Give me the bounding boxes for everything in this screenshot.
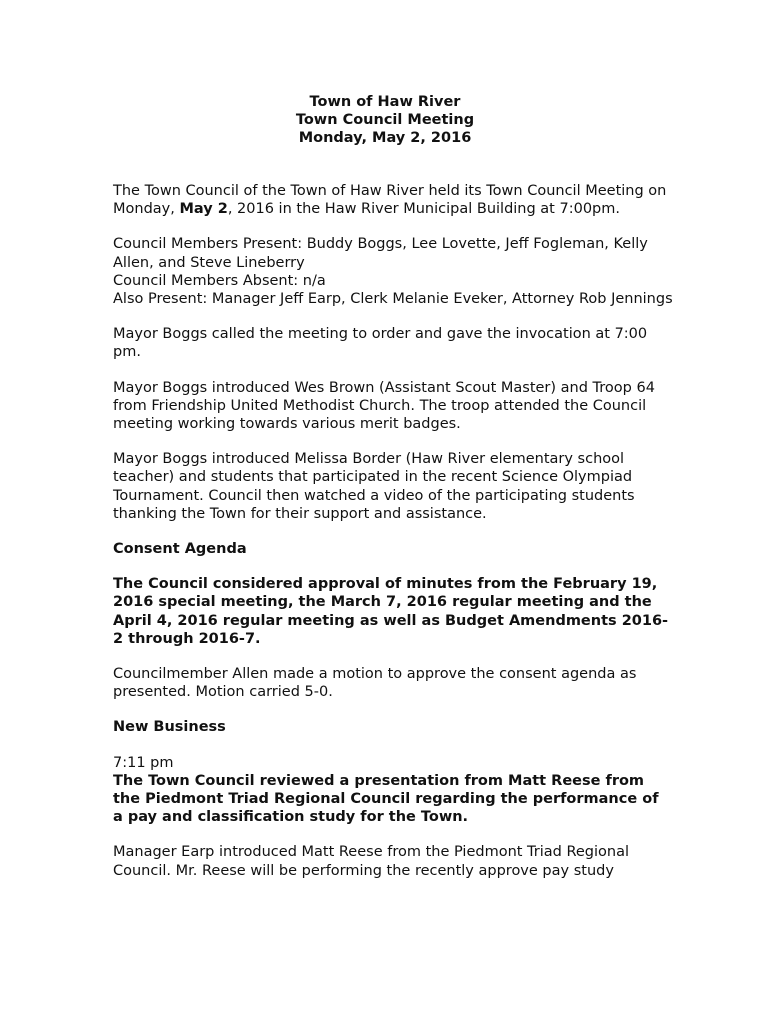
scouts-paragraph: Mayor Boggs introduced Wes Brown (Assistant Scout Master) and Troop 64 from Friendship United Methodist Church. The troop attended the Council meeting working towards various merit badges.	[113, 379, 655, 433]
intro-text-start: The Town Council of the Town of Haw River held its Town Council Meeting on Monday,	[113, 183, 667, 218]
document-body	[113, 182, 673, 897]
new-business-heading: New Business	[113, 719, 226, 736]
call-to-order-paragraph: Mayor Boggs called the meeting to order and gave the invocation at 7:00 pm.	[113, 326, 648, 361]
intro-paragraph	[113, 182, 673, 218]
intro-date-bold: May 2	[179, 201, 228, 218]
new-business-text: Manager Earp introduced Matt Reese from the Piedmont Triad Regional Council. Mr. Reese will be performing the recently approve pay study	[113, 844, 630, 879]
olympiad-paragraph: Mayor Boggs introduced Melissa Border (Haw River elementary school teacher) and students that participated in the recent Science Olympiad Tournament. Council then watched a video of the participating students thanking the Town for their support and assistance.	[113, 451, 635, 522]
header-meeting-title: Town Council Meeting	[295, 112, 475, 128]
consent-agenda-motion: Councilmember Allen made a motion to approve the consent agenda as presented. Motion carried 5-0.	[113, 666, 637, 701]
also-present: Also Present: Manager Jeff Earp, Clerk Melanie Eveker, Attorney Rob Jennings	[113, 291, 673, 308]
intro-text-end: , 2016 in the Haw River Municipal Building at 7:00pm.	[227, 201, 620, 218]
header-town-name: Town of Haw River	[309, 94, 461, 110]
consent-agenda-heading: Consent Agenda	[113, 541, 247, 558]
members-present: Council Members Present: Buddy Boggs, Lee Lovette, Jeff Fogleman, Kelly Allen, and Steve Lineberry	[113, 236, 648, 271]
new-business-time: 7:11 pm	[113, 754, 174, 771]
new-business-item: The Town Council reviewed a presentation from Matt Reese from the Piedmont Triad Regional Council regarding the performance of a pay and classification study for the Town.	[113, 772, 659, 826]
members-absent: Council Members Absent: n/a	[113, 272, 326, 289]
consent-agenda-item: The Council considered approval of minutes from the February 19, 2016 special meeting, the March 7, 2016 regular meeting and the April 4, 2016 regular meeting as well as Budget Amendments 2016-2 through 2016-7.	[113, 576, 669, 647]
header-meeting-date: Monday, May 2, 2016	[298, 130, 472, 146]
document-header	[0, 93, 770, 147]
